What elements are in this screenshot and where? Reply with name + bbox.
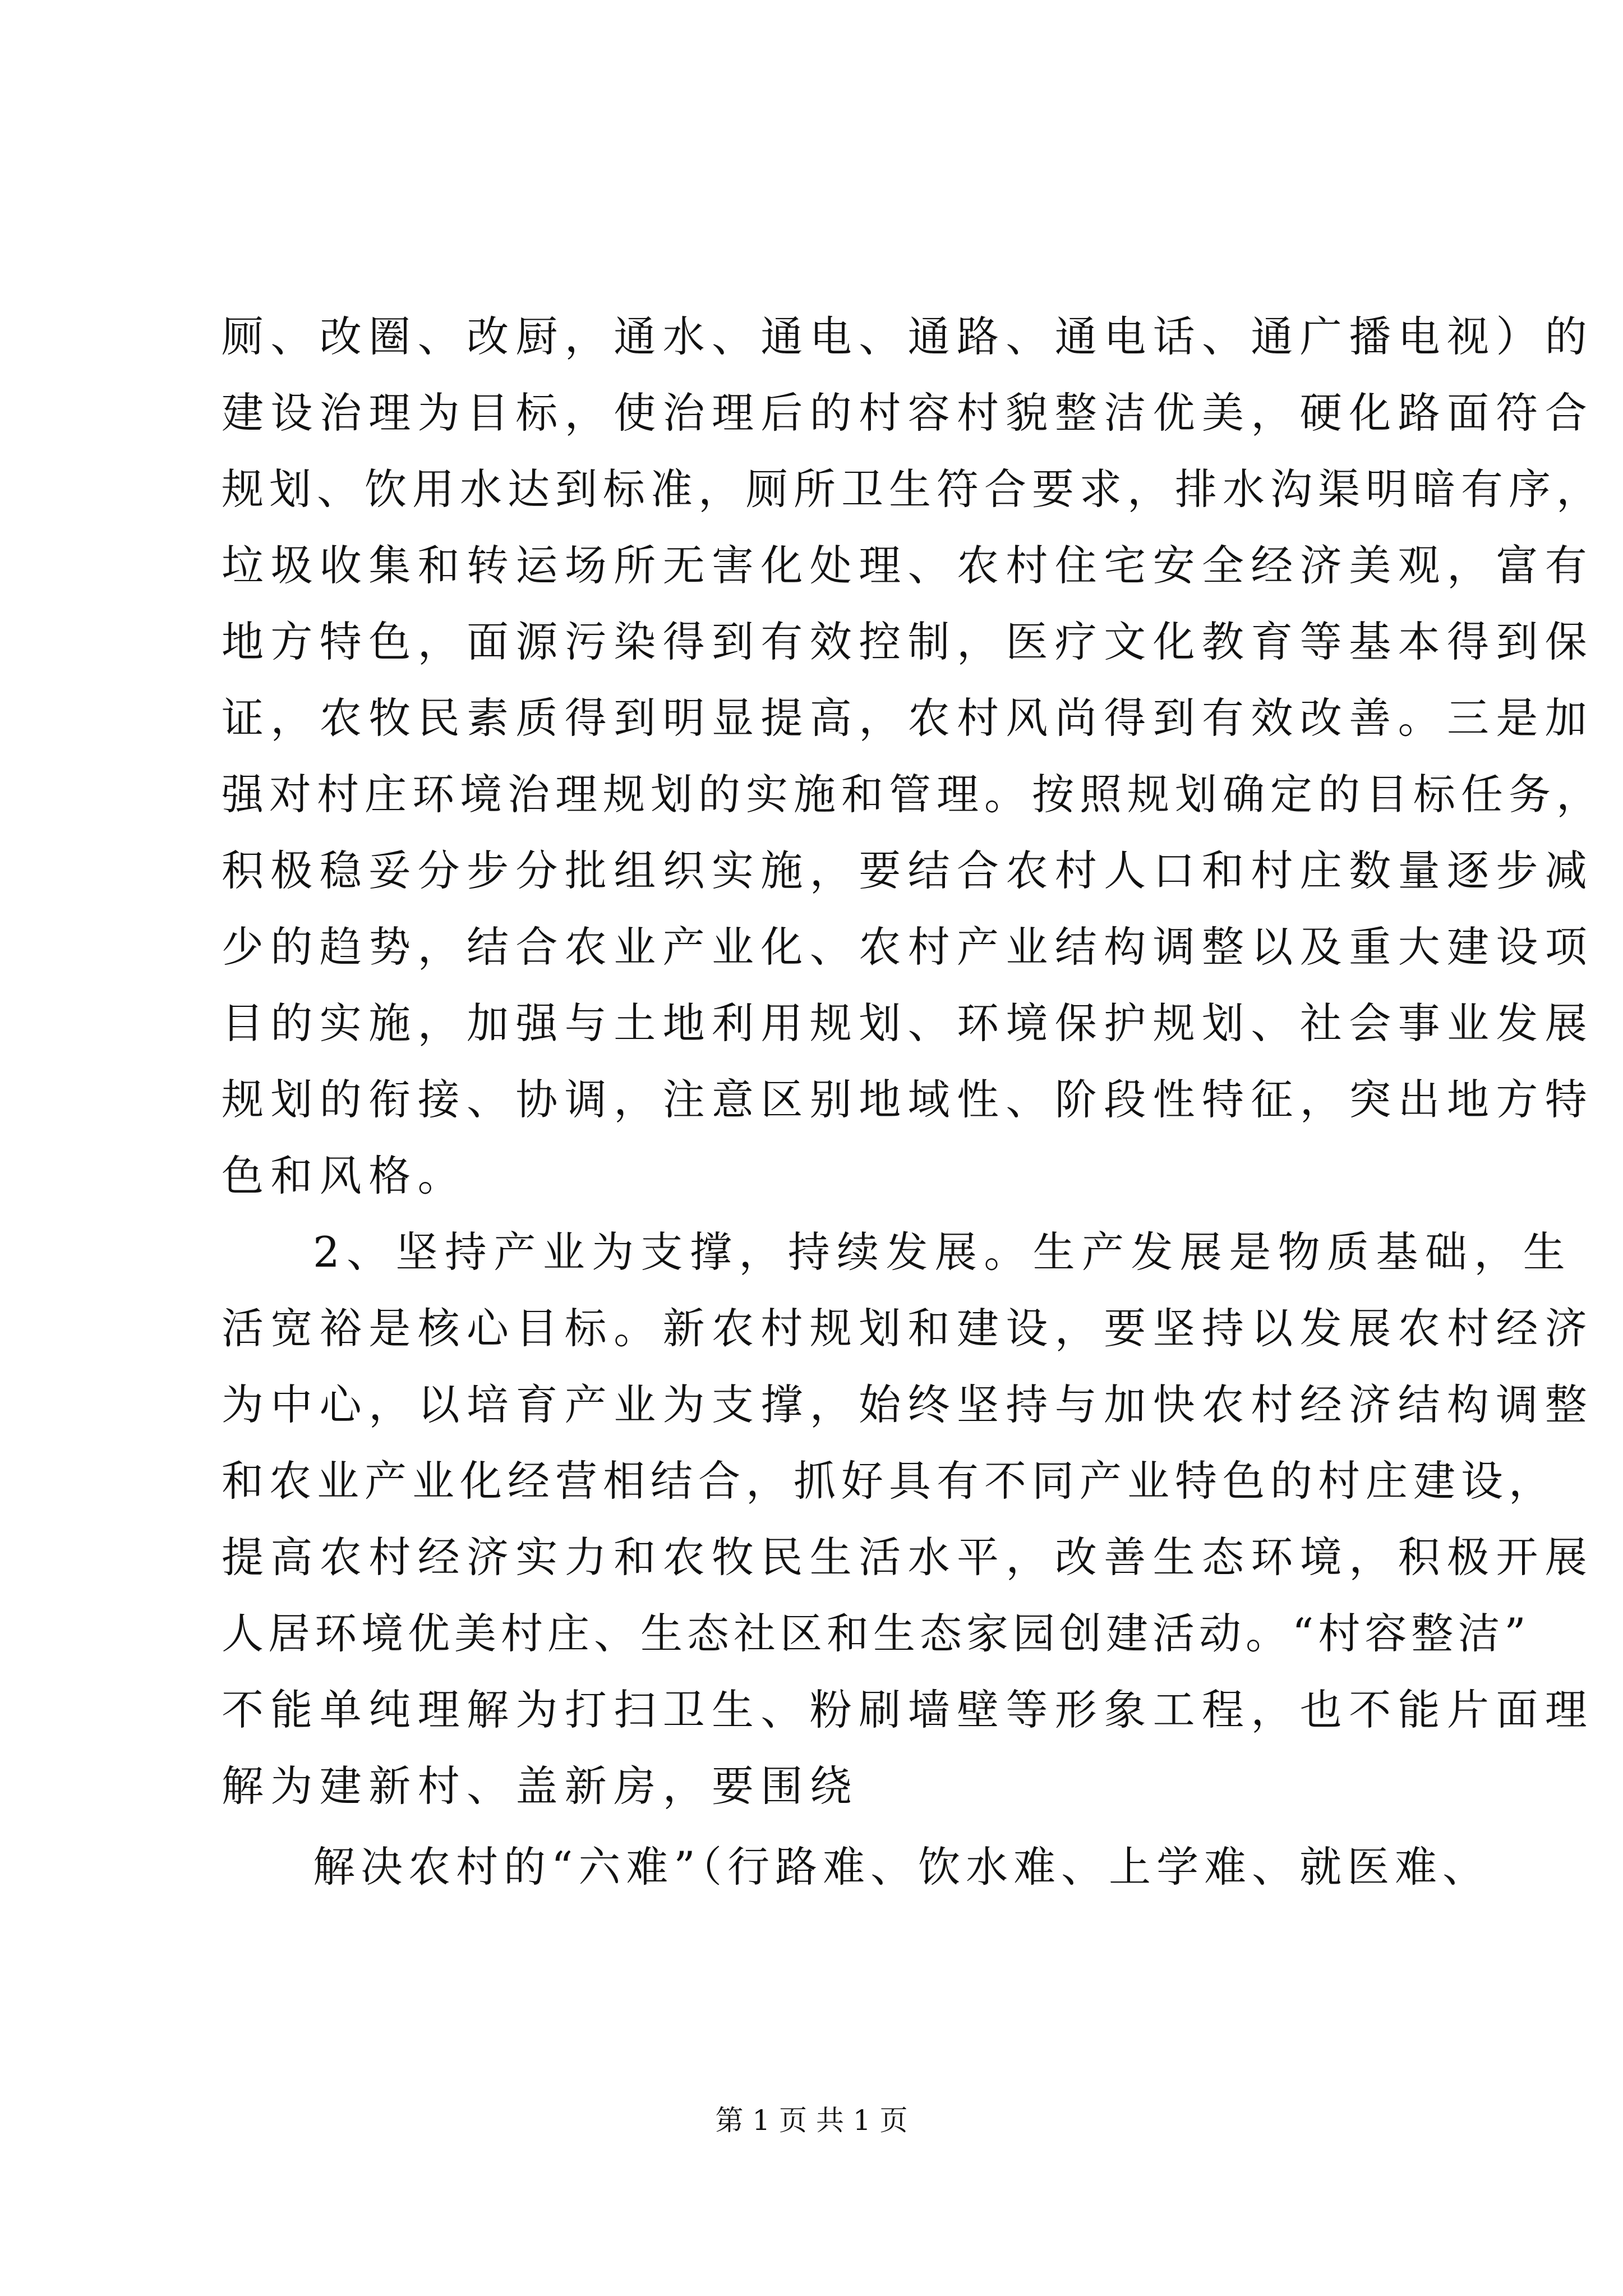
text-line: 2、坚持产业为支撑，持续发展。生产发展是物质基础，生 [313, 1227, 1573, 1277]
text-line: 为中心，以培育产业为支撑，始终坚持与加快农村经济结构调整 [222, 1380, 1594, 1429]
page-number-footer: 第 1 页 共 1 页 [715, 2104, 908, 2137]
text-line: 人居环境优美村庄、生态社区和生态家园创建活动。“村容整洁” [222, 1609, 1530, 1658]
text-line: 垃圾收集和转运场所无害化处理、农村住宅安全经济美观，富有 [222, 541, 1594, 590]
text-line: 厕、改圈、改厨，通水、通电、通路、通电话、通广播电视）的 [222, 312, 1594, 361]
text-line: 提高农村经济实力和农牧民生活水平，改善生态环境，积极开展 [222, 1533, 1594, 1582]
text-line: 积极稳妥分步分批组织实施，要结合农村人口和村庄数量逐步减 [222, 846, 1594, 895]
text-line: 解决农村的“六难”（行路难、饮水难、上学难、就医难、 [313, 1842, 1491, 1892]
text-line: 活宽裕是核心目标。新农村规划和建设，要坚持以发展农村经济 [222, 1304, 1594, 1353]
text-line: 和农业产业化经营相结合，抓好具有不同产业特色的村庄建设， [222, 1456, 1557, 1506]
text-line: 建设治理为目标，使治理后的村容村貌整洁优美，硬化路面符合 [222, 388, 1594, 438]
text-line: 不能单纯理解为打扫卫生、粉刷墙壁等形象工程，也不能片面理 [222, 1685, 1594, 1734]
text-line: 证，农牧民素质得到明显提高，农村风尚得到有效改善。三是加 [222, 693, 1594, 743]
text-line: 少的趋势，结合农业产业化、农村产业结构调整以及重大建设项 [222, 922, 1594, 972]
text-line: 规划的衔接、协调，注意区别地域性、阶段性特征，突出地方特 [222, 1075, 1594, 1124]
text-line: 地方特色，面源污染得到有效控制，医疗文化教育等基本得到保 [222, 617, 1594, 666]
text-line: 色和风格。 [222, 1151, 467, 1200]
text-line: 规划、饮用水达到标准，厕所卫生符合要求，排水沟渠明暗有序， [222, 464, 1604, 514]
text-line: 强对村庄环境治理规划的实施和管理。按照规划确定的目标任务， [222, 770, 1604, 819]
text-line: 解为建新村、盖新房，要围绕 [222, 1761, 859, 1811]
text-line: 目的实施，加强与土地利用规划、环境保护规划、社会事业发展 [222, 999, 1594, 1048]
